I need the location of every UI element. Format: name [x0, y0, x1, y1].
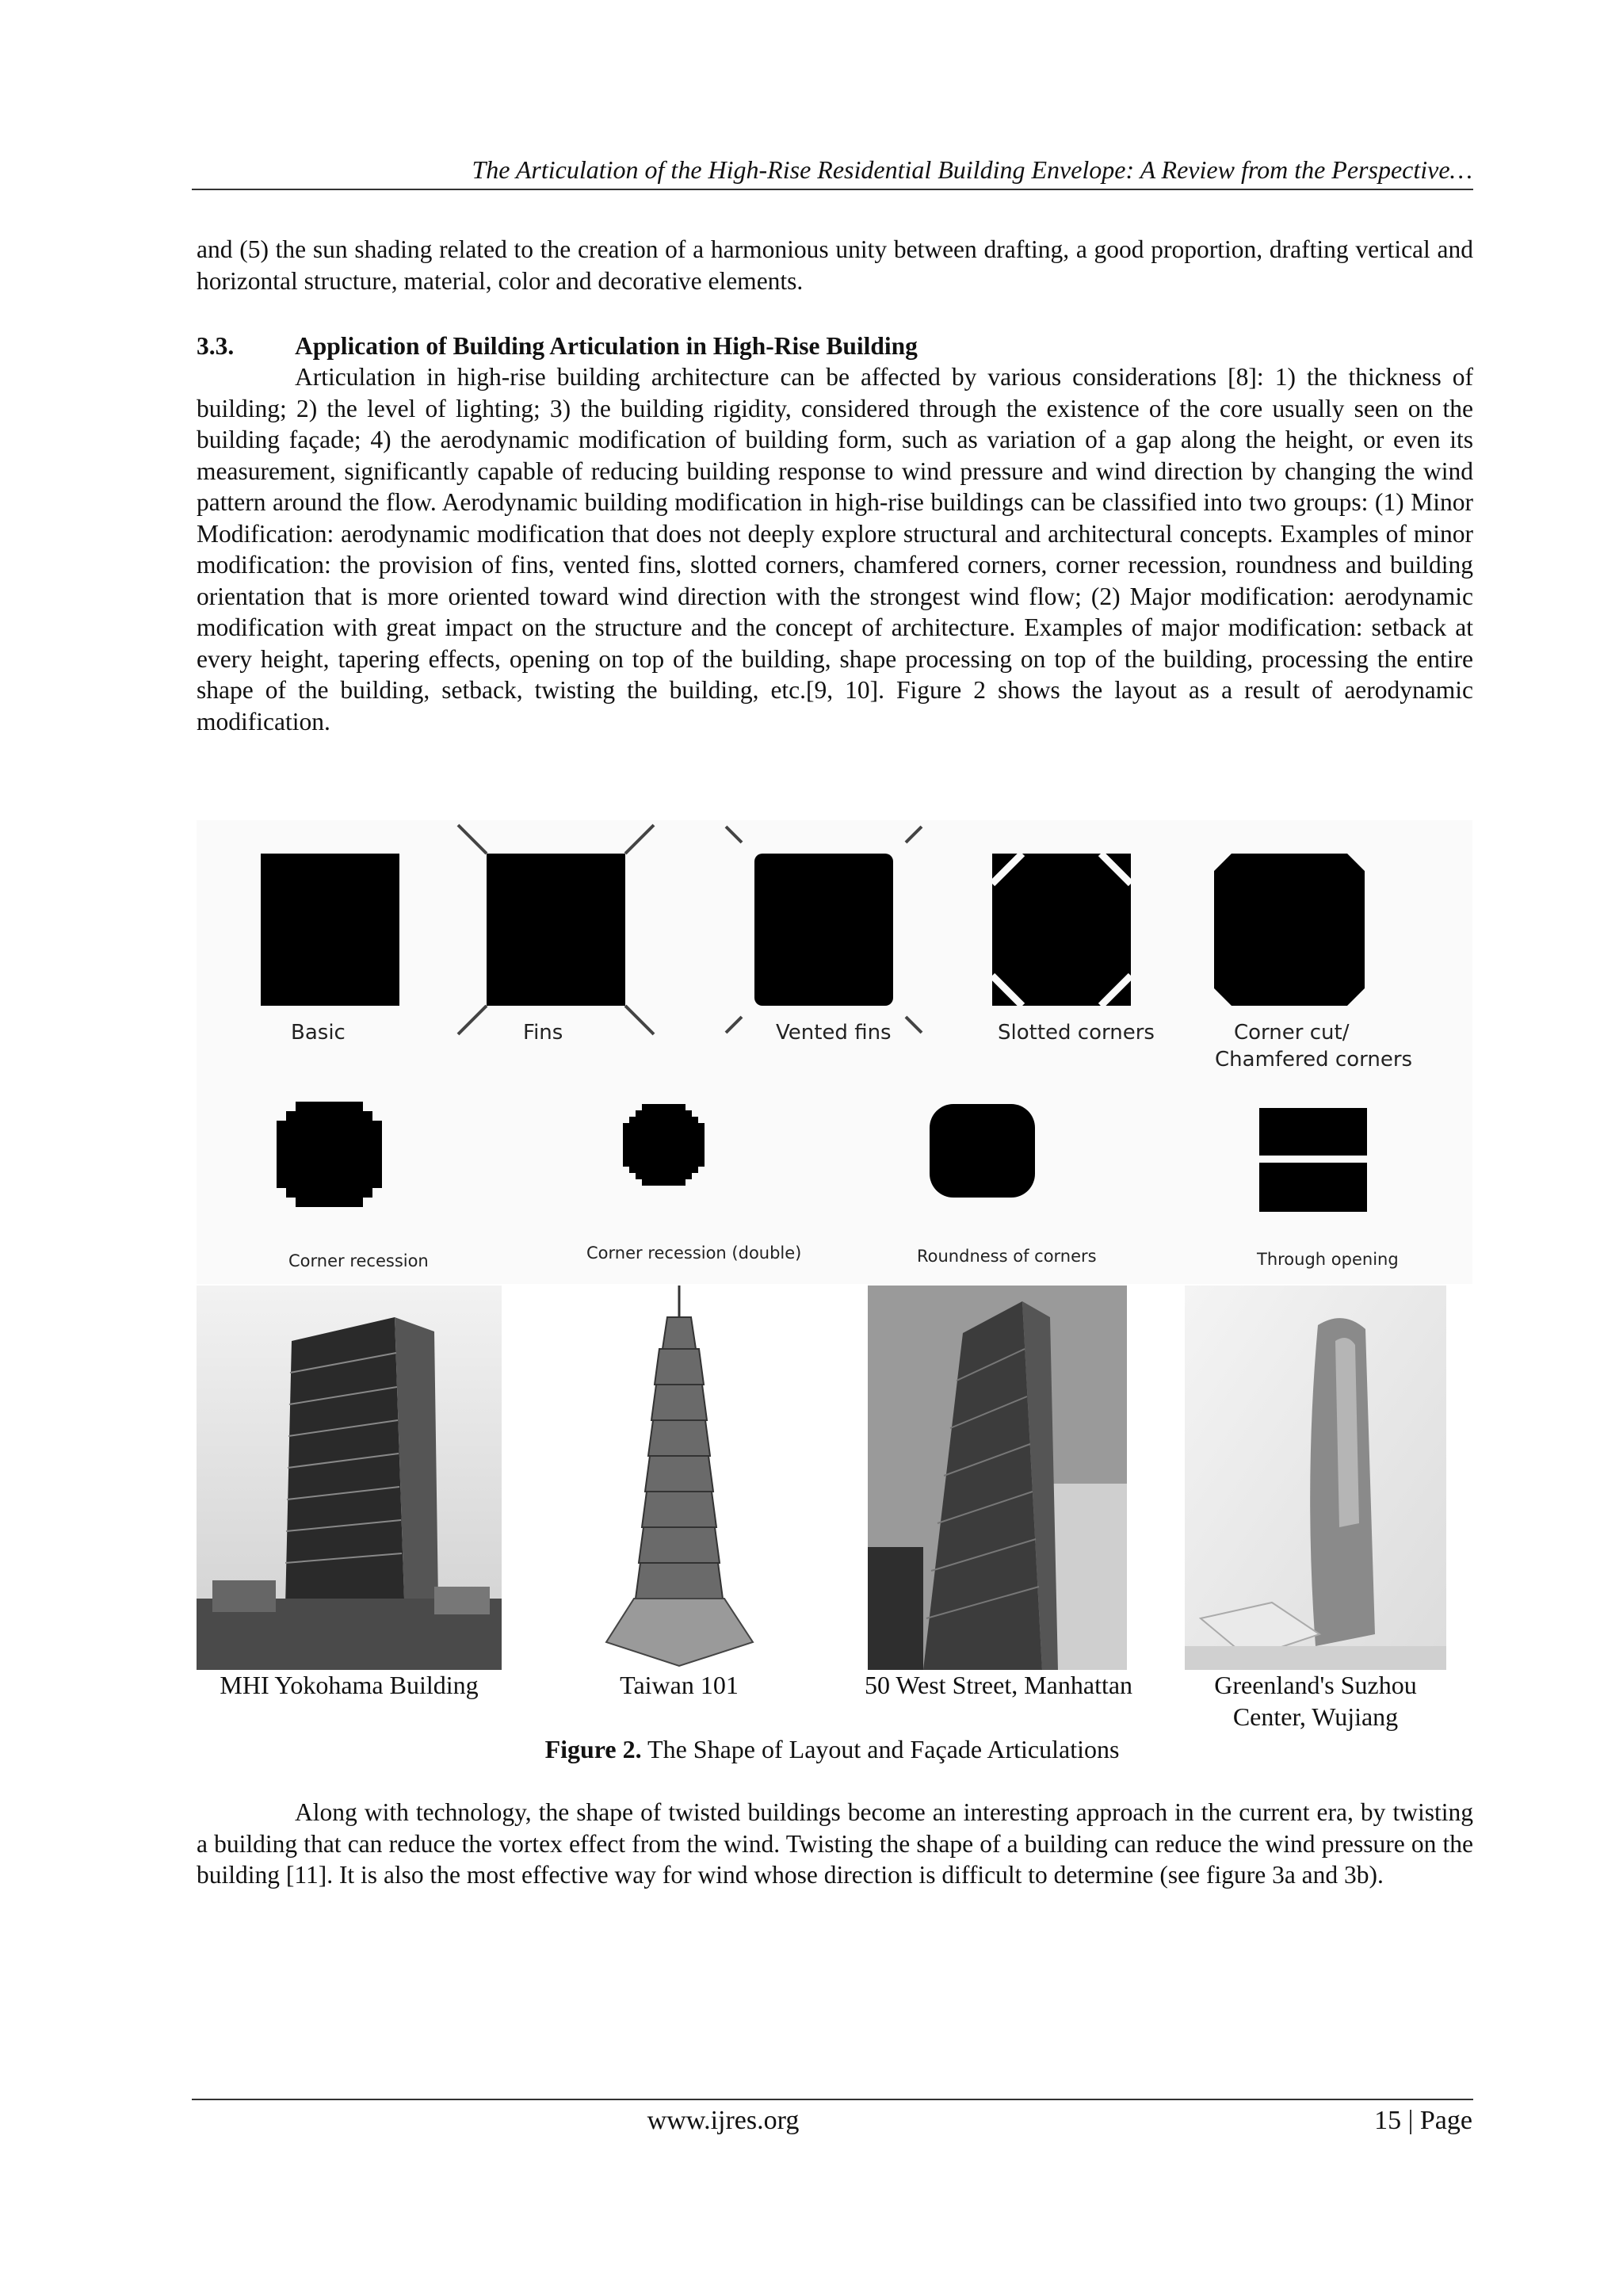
- photo-taiwan-101: [602, 1286, 757, 1670]
- footer-rule: [192, 2099, 1473, 2100]
- caption-mhi: MHI Yokohama Building: [220, 1671, 479, 1699]
- photo-greenland-suzhou: [1185, 1286, 1446, 1670]
- label-corner-recession: Corner recession: [288, 1251, 429, 1270]
- shape-slotted-corners: [992, 854, 1131, 1006]
- label-corner-recession-double: Corner recession (double): [586, 1244, 802, 1263]
- header-rule: [192, 189, 1473, 190]
- paragraph-continued: and (5) the sun shading related to the creation of a harmonious unity between drafting, a good proportion, drafting vertical and horizontal structure, material, color and decorative elements.: [197, 235, 1473, 295]
- shape-corner-recession: [277, 1102, 382, 1207]
- caption-greenland-line2: Center, Wujiang: [1232, 1702, 1399, 1731]
- photo-mhi-yokohama: [197, 1286, 502, 1670]
- photo-50-west-street: [868, 1286, 1127, 1670]
- section-heading: [197, 330, 918, 362]
- figure-caption: [0, 1733, 1623, 1765]
- figure-caption-text: The Shape of Layout and Façade Articulations: [641, 1735, 1120, 1763]
- page-number: 15 | Page: [1374, 2106, 1472, 2135]
- label-vented-fins: Vented fins: [776, 1021, 892, 1045]
- caption-50-west: 50 West Street, Manhattan: [864, 1671, 1133, 1699]
- shape-fins: [458, 825, 654, 1034]
- running-header: The Articulation of the High-Rise Residential Building Envelope: A Review from the Perspective…: [472, 155, 1472, 184]
- label-basic: Basic: [291, 1021, 346, 1045]
- label-corner-cut: Corner cut/: [1234, 1021, 1350, 1045]
- section-title: Application of Building Articulation in High-Rise Building: [295, 332, 918, 360]
- label-through-opening: Through opening: [1257, 1250, 1399, 1269]
- shape-chamfered-corners: [1214, 854, 1365, 1006]
- label-slotted-corners: Slotted corners: [998, 1021, 1155, 1045]
- paragraph-twist: Along with technology, the shape of twisted buildings become an interesting approach in the current era, by twisting a building that can reduce the vortex effect from the wind. Twisting the shape of a building can reduce the wind pressure on the building [11]. It is also the most effective way for wind whose direction is difficult to determine (see figure 3a and 3b).: [197, 1798, 1473, 1889]
- figure-caption-label: Figure 2.: [544, 1735, 642, 1763]
- footer-url: www.ijres.org: [647, 2106, 800, 2135]
- label-roundness: Roundness of corners: [917, 1247, 1097, 1266]
- shape-roundness: [930, 1104, 1035, 1198]
- paragraph-articulation: Articulation in high-rise building architecture can be affected by various considerations [8]: 1) the thickness of building; 2) the level of lighting; 3) the building rigidity, considered through the existence of the core usually seen on the building façade; 4) the aerodynamic modification of building form, such as variation of a gap along the height, or even its measurement, significantly capable of reducing building response to wind pressure and wind direction by changing the wind pattern around the flow. Aerodynamic building modification in high-rise buildings can be classified into two groups: (1) Minor Modification: aerodynamic modification that does not deeply explore structural and architectural concepts. Examples of minor modification: the provision of fins, vented fins, slotted corners, chamfered corners, corner recession, roundness and building orientation that is more oriented toward wind direction with the strongest wind flow; (2) Major modification: aerodynamic modification with great impact on the structure and the concept of architecture. Examples of major modification: setback at every height, tapering effects, opening on top of the building, shape processing on top of the building, processing the entire shape of the building, setback, twisting the building, etc.[9, 10]. Figure 2 shows the layout as a result of aerodynamic modification.: [197, 363, 1473, 735]
- label-chamfered-corners: Chamfered corners: [1215, 1048, 1413, 1072]
- section-number: 3.3.: [197, 332, 235, 360]
- caption-taiwan: Taiwan 101: [620, 1671, 739, 1699]
- shape-basic: [261, 854, 399, 1006]
- label-fins: Fins: [523, 1021, 563, 1045]
- caption-greenland-line1: Greenland's Suzhou: [1214, 1671, 1417, 1699]
